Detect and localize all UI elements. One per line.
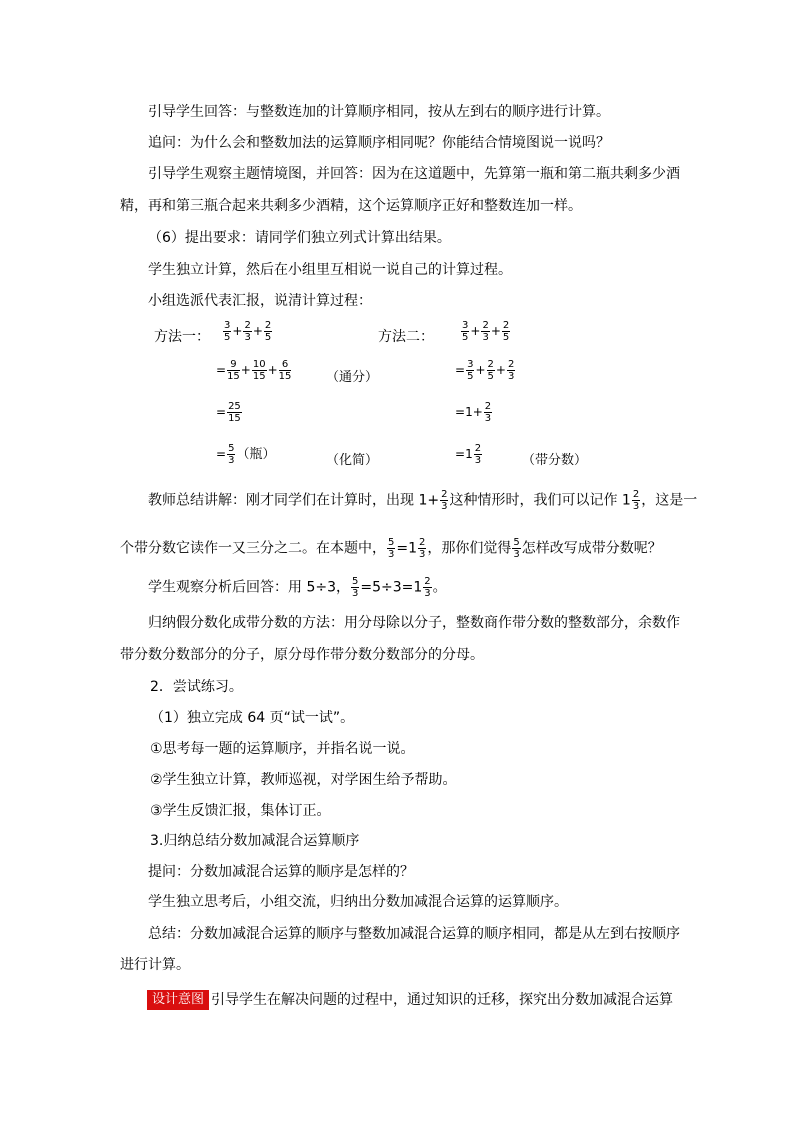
method-two-row1: $\frac{3}{5}$ + $\frac{2}{3}$ + $\frac{2}{5}$ — [462, 320, 510, 343]
paragraph-independent-calc: 学生独立计算，然后在小组里互相说一说自己的计算过程。 — [148, 262, 512, 278]
paragraph-student-discuss: 学生独立思考后，小组交流，归纳出分数加减混合运算的运算顺序。 — [148, 894, 568, 910]
fraction: $\frac{5}{3}$ — [388, 537, 395, 560]
method-one-row2: = $\frac{9}{15}$ + $\frac{10}{15}$ + $\frac{6}{15}$ — [216, 359, 292, 382]
heading-practice: 2．尝试练习。 — [150, 679, 243, 695]
heading-summary: 3.归纳总结分数加减混合运算顺序 — [150, 833, 360, 849]
note-huajian: （化简） — [326, 453, 379, 468]
practice-step-1: ①思考每一题的运算顺序，并指名说一说。 — [150, 741, 415, 757]
method-two-row4: =1 $\frac{2}{3}$ — [455, 443, 482, 466]
fraction: $\frac{10}{15}$ — [252, 359, 266, 382]
paragraph-observe-line2: 精，再和第三瓶合起来共剩多少酒精，这个运算顺序正好和整数连加一样。 — [120, 198, 582, 214]
method-one-row3: = $\frac{25}{15}$ — [216, 401, 241, 424]
paragraph-teacher-summary-line1: 教师总结讲解：刚才同学们在计算时，出现 1+ $\frac{2}{3}$ 这种情形时，我们可以记作 1 $\frac{2}{3}$ ，这是一 — [148, 489, 698, 512]
paragraph-method-line1: 归纳假分数化成带分数的方法：用分母除以分子，整数商作带分数的整数部分，余数作 — [148, 615, 680, 631]
fraction: $\frac{2}{3}$ — [484, 401, 492, 424]
fraction: $\frac{2}{3}$ — [474, 443, 482, 466]
method-two-row3: =1+ $\frac{2}{3}$ — [455, 401, 492, 424]
fraction: $\frac{25}{15}$ — [228, 401, 241, 424]
note-ping: （瓶） — [236, 447, 276, 462]
fraction: $\frac{2}{5}$ — [502, 320, 510, 343]
method-one-row1: $\frac{3}{5}$ + $\frac{2}{3}$ + $\frac{2}{5}$ — [224, 320, 272, 343]
practice-item-1: （1）独立完成 64 页“试一试”。 — [150, 710, 355, 726]
paragraph-group-report: 小组选派代表汇报，说清计算过程： — [148, 293, 372, 309]
fraction: $\frac{2}{3}$ — [507, 359, 515, 382]
fraction: $\frac{2}{3}$ — [419, 537, 426, 560]
fraction: $\frac{3}{5}$ — [467, 359, 474, 382]
fraction: $\frac{2}{5}$ — [264, 320, 272, 343]
fraction: $\frac{2}{3}$ — [424, 576, 431, 599]
method-two-row2: = $\frac{3}{5}$ + $\frac{2}{5}$ + $\frac{2}{3}$ — [455, 359, 515, 382]
paragraph-teacher-summary-line2: 个带分数它读作一又三分之二。在本题中， $\frac{5}{3}$ =1 $\frac{2}{3}$ ，那你们觉得 $\frac{5}{3}$ 怎样改写成带分数呢？ — [120, 537, 662, 560]
fraction: $\frac{3}{5}$ — [224, 320, 231, 343]
fraction: $\frac{6}{15}$ — [278, 359, 292, 382]
note-daifenshu: （带分数） — [522, 453, 588, 468]
fraction: $\frac{9}{15}$ — [227, 359, 240, 382]
fraction: $\frac{2}{3}$ — [244, 320, 251, 343]
paragraph-question: 提问：分数加减混合运算的顺序是怎样的？ — [148, 864, 414, 880]
practice-step-3: ③学生反馈汇报，集体订正。 — [150, 803, 331, 819]
method-one-row4: = $\frac{5}{3}$ （瓶） — [216, 443, 276, 466]
fraction: $\frac{2}{5}$ — [487, 359, 494, 382]
paragraph-conclusion-line1: 总结：分数加减混合运算的顺序与整数加减混合运算的顺序相同，都是从左到右按顺序 — [148, 926, 680, 942]
paragraph-answer: 引导学生回答：与整数连加的计算顺序相同，按从左到右的顺序进行计算。 — [148, 104, 610, 120]
paragraph-requirement: （6）提出要求：请同学们独立列式计算出结果。 — [148, 230, 451, 246]
paragraph-conclusion-line2: 进行计算。 — [120, 957, 190, 973]
fraction: $\frac{5}{3}$ — [352, 576, 359, 599]
practice-step-2: ②学生独立计算，教师巡视，对学困生给予帮助。 — [150, 772, 457, 788]
fraction: $\frac{3}{5}$ — [462, 320, 469, 343]
paragraph-observe-line1: 引导学生观察主题情境图，并回答：因为在这道题中，先算第一瓶和第二瓶共剩多少酒 — [148, 166, 680, 182]
paragraph-student-answer: 学生观察分析后回答：用 5÷3， $\frac{5}{3}$ =5÷3=1 $\frac{2}{3}$ 。 — [148, 576, 447, 599]
fraction: $\frac{5}{3}$ — [228, 443, 235, 466]
design-intent-badge: 设计意图 — [147, 990, 209, 1010]
fraction: $\frac{5}{3}$ — [513, 537, 520, 560]
method-one-label: 方法一： — [154, 329, 210, 345]
paragraph-followup-question: 追问：为什么会和整数加法的运算顺序相同呢？你能结合情境图说一说吗？ — [148, 135, 610, 151]
fraction: $\frac{2}{3}$ — [482, 320, 489, 343]
fraction: $\frac{2}{3}$ — [632, 489, 640, 512]
note-tongfen: （通分） — [326, 370, 379, 385]
fraction: $\frac{2}{3}$ — [441, 489, 448, 512]
paragraph-design-intent: 引导学生在解决问题的过程中，通过知识的迁移，探究出分数加减混合运算 — [211, 992, 673, 1008]
method-two-label: 方法二： — [378, 329, 434, 345]
paragraph-method-line2: 带分数分数部分的分子，原分母作带分数分数部分的分母。 — [120, 647, 484, 663]
